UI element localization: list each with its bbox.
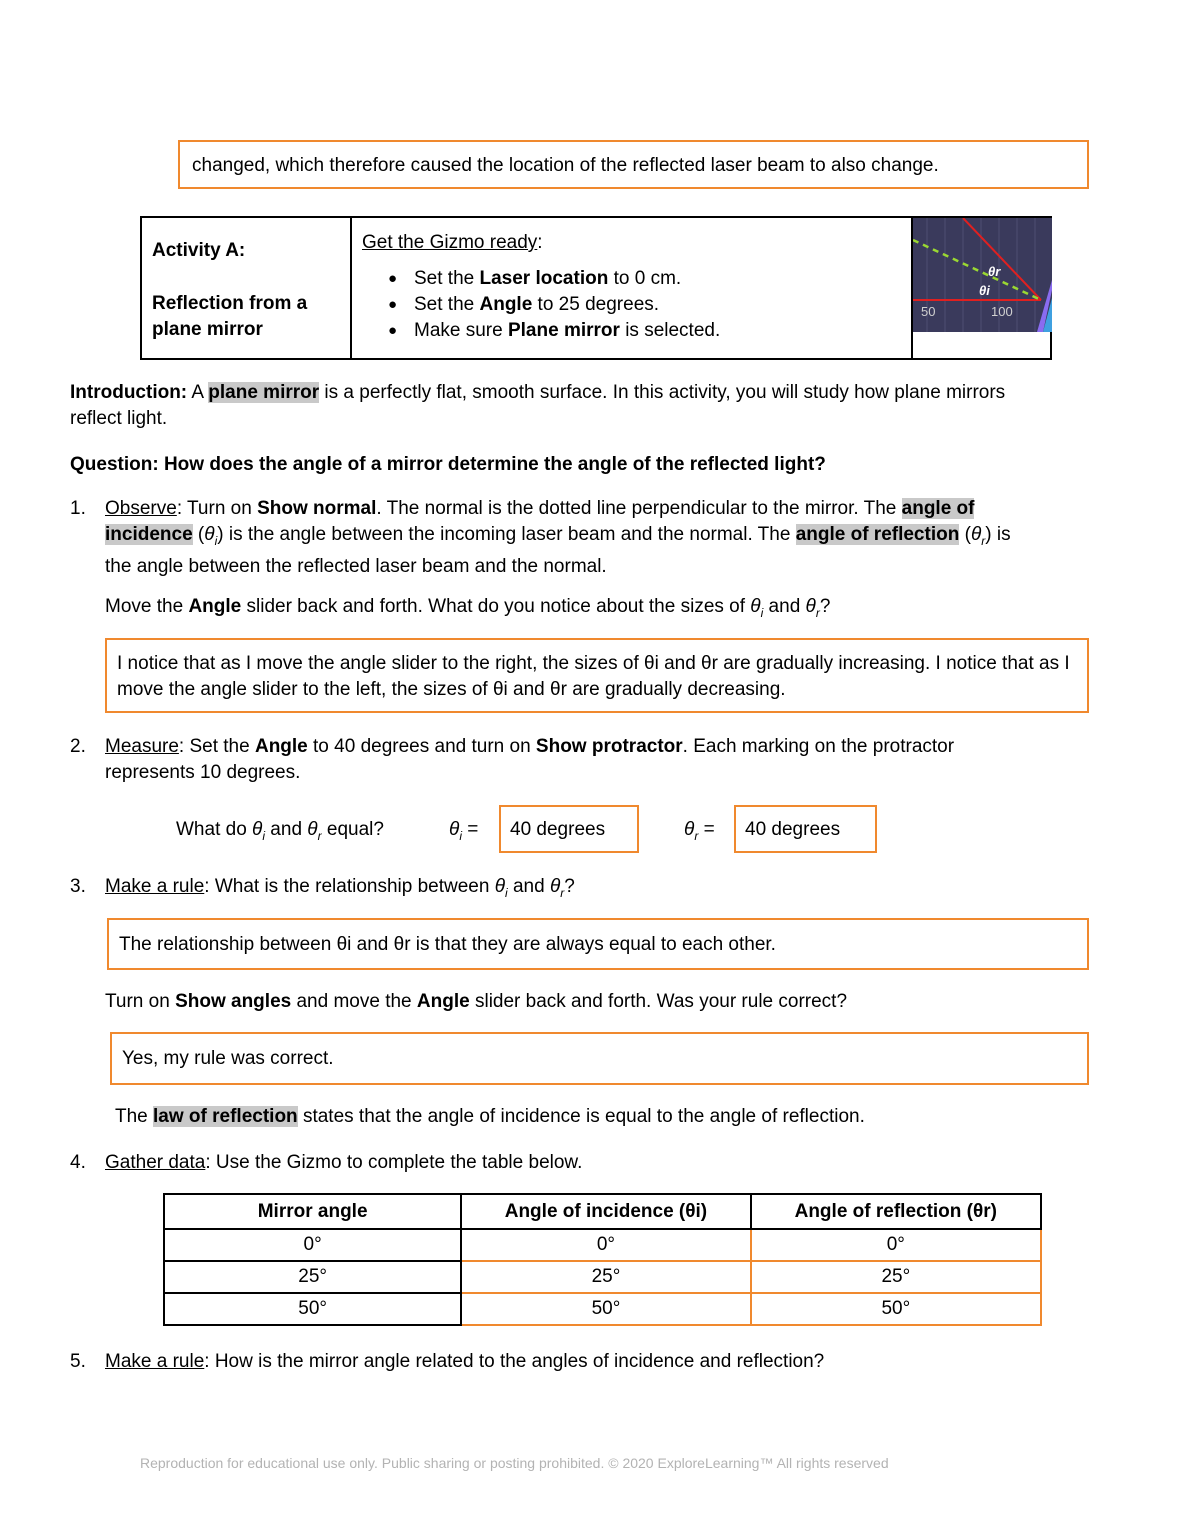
q2-number: 2.	[70, 736, 86, 757]
theta-r-answer: 40 degrees	[745, 819, 841, 840]
setup-task: ● Make sure Plane mirror is selected.	[386, 318, 902, 344]
theta-r-label: $\theta_r$ =	[684, 819, 715, 843]
table-row	[164, 1293, 1041, 1325]
gizmo-thumbnail-cell	[911, 218, 1050, 358]
q1-answer-box[interactable]	[105, 638, 1089, 713]
header-mirror-angle: Mirror angle	[164, 1194, 461, 1229]
thumb-theta-i-label: θi	[979, 283, 990, 298]
mirror-angle-cell: 50°	[164, 1293, 461, 1325]
theta-i-label: $\theta_i$ =	[449, 819, 479, 843]
q1-answer-text: I notice that as I move the angle slider to the right, the sizes of θi and θr are gradually increasing. I notice that as I move the angle slider to the left, the sizes of θi and θr are gradually decreasing.	[117, 653, 1070, 700]
q4-number: 4.	[70, 1152, 86, 1173]
previous-answer-box[interactable]	[178, 140, 1089, 189]
thumb-theta-r-label: θr	[988, 264, 1001, 279]
q3-answer-box[interactable]	[107, 918, 1089, 970]
q3-answer-text: The relationship between θi and θr is that they are always equal to each other.	[119, 934, 776, 955]
q2-prompt: Measure: Set the Angle to 40 degrees and turn on Show protractor. Each marking on the protractor represents 10 degrees.	[105, 736, 955, 783]
q1-prompt: Observe: Turn on Show normal. The normal is the dotted line perpendicular to the mirror. The angle of incidence $(\theta_i)$ is the angle between the incoming laser beam and the normal. The angle of reflection $(\theta_r)$ is the angle between the reflected laser beam and the normal.	[105, 498, 1011, 577]
activity-label: Activity A:	[152, 240, 246, 261]
introduction-paragraph: Introduction: A plane mirror is a perfectly flat, smooth surface. In this activity, you will study how plane mirrors reflect light.	[70, 382, 1006, 429]
mirror-angle-cell: 25°	[164, 1261, 461, 1293]
incidence-answer-cell[interactable]: 50°	[461, 1293, 750, 1325]
gizmo-thumbnail-image	[913, 218, 1052, 332]
q1-number: 1.	[70, 498, 86, 519]
incidence-answer-cell[interactable]: 0°	[461, 1229, 750, 1261]
q3-rule-check-box[interactable]	[110, 1032, 1089, 1085]
table-header-row	[164, 1194, 1041, 1229]
activity-title: Reflection from a plane mirror	[152, 293, 308, 340]
reflection-answer-cell[interactable]: 50°	[751, 1293, 1041, 1325]
q3-number: 3.	[70, 876, 86, 897]
table-row	[164, 1261, 1041, 1293]
thumb-tick-100: 100	[991, 304, 1013, 319]
reflection-data-table	[163, 1193, 1042, 1326]
reflection-answer-cell[interactable]: 25°	[751, 1261, 1041, 1293]
q3-prompt: Make a rule: What is the relationship between $\theta_i$ and $\theta_r$?	[105, 876, 575, 900]
main-question: Question: How does the angle of a mirror determine the angle of the reflected light?	[70, 454, 826, 475]
q4-prompt: Gather data: Use the Gizmo to complete the table below.	[105, 1152, 583, 1173]
gizmo-ready-heading: Get the Gizmo ready:	[362, 232, 543, 253]
previous-answer-text: changed, which therefore caused the location of the reflected laser beam to also change.	[192, 155, 939, 176]
q3-rule-check-text: Yes, my rule was correct.	[122, 1048, 334, 1069]
reflection-answer-cell[interactable]: 0°	[751, 1229, 1041, 1261]
setup-task-list	[386, 266, 902, 344]
activity-title-cell	[142, 218, 352, 358]
header-angle-of-incidence: Angle of incidence (θi)	[461, 1194, 750, 1229]
setup-task: ● Set the Laser location to 0 cm.	[386, 266, 902, 292]
table-row	[164, 1229, 1041, 1261]
theta-i-answer: 40 degrees	[510, 819, 606, 840]
activity-header-table	[140, 216, 1052, 360]
theta-i-answer-box[interactable]	[499, 805, 639, 853]
q2-equal-prompt: What do $\theta_i$ and $\theta_r$ equal?	[176, 819, 384, 843]
setup-task: ● Set the Angle to 25 degrees.	[386, 292, 902, 318]
theta-r-answer-box[interactable]	[734, 805, 877, 853]
incidence-answer-cell[interactable]: 25°	[461, 1261, 750, 1293]
q3-sub-prompt: Turn on Show angles and move the Angle slider back and forth. Was your rule correct?	[105, 991, 848, 1012]
copyright-footer: Reproduction for educational use only. Public sharing or posting prohibited. © 2020 ExploreLearning™ All rights reserved	[140, 1455, 889, 1471]
q5-number: 5.	[70, 1351, 86, 1372]
thumb-tick-50: 50	[921, 304, 936, 319]
q5-prompt: Make a rule: How is the mirror angle related to the angles of incidence and reflection?	[105, 1351, 825, 1372]
mirror-angle-cell: 0°	[164, 1229, 461, 1261]
law-of-reflection-statement: The law of reflection states that the angle of incidence is equal to the angle of reflection.	[115, 1106, 865, 1127]
gizmo-setup-cell	[362, 230, 902, 344]
header-angle-of-reflection: Angle of reflection (θr)	[751, 1194, 1041, 1229]
q1-sub-prompt: Move the Angle slider back and forth. What do you notice about the sizes of $\theta_i$ and $\theta_r$?	[105, 596, 831, 620]
